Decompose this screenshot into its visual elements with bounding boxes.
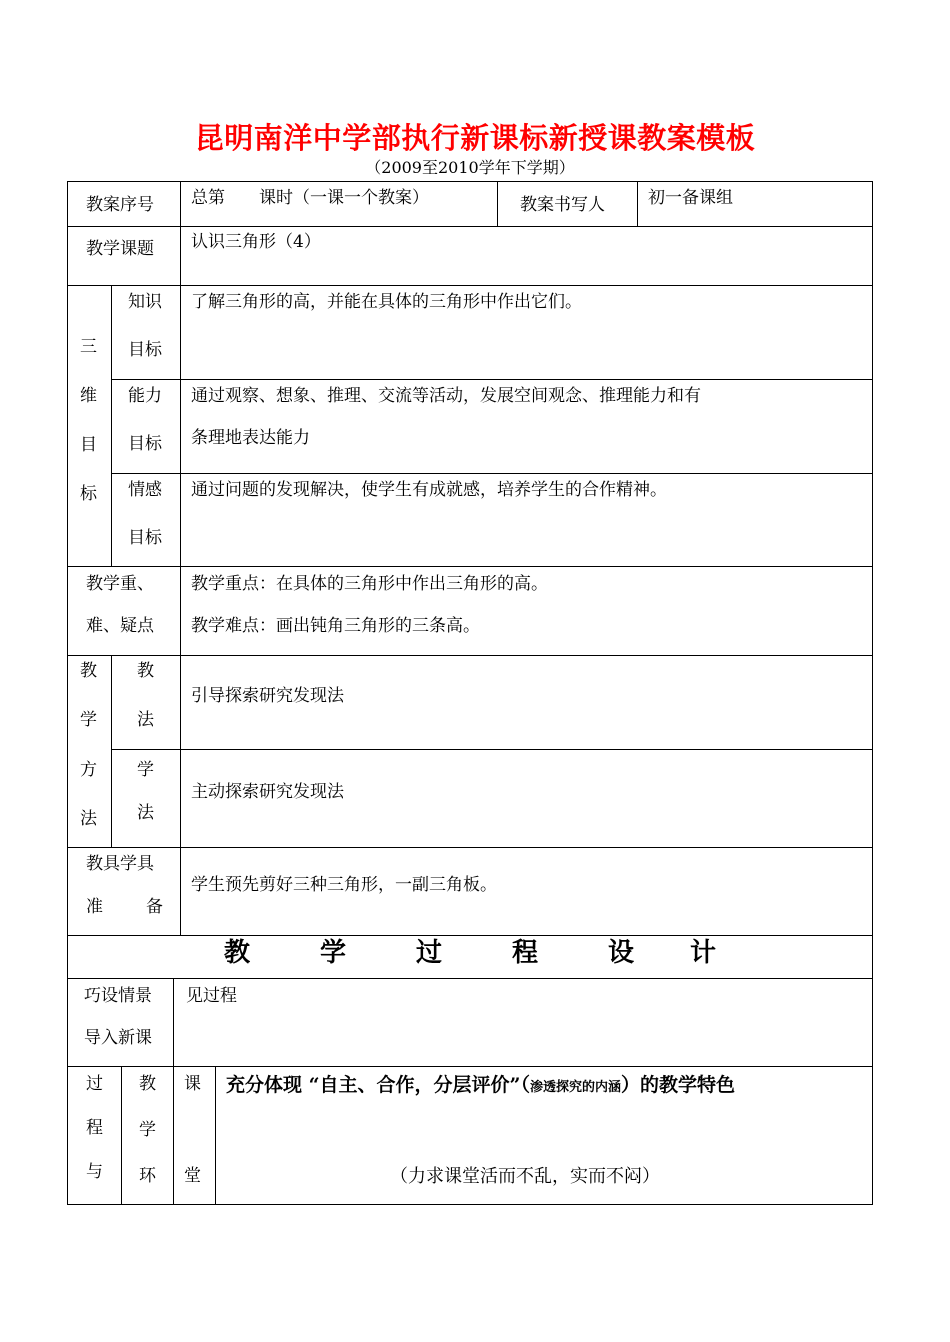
ability-label: 能力 [128,386,162,406]
process-heading [226,1074,735,1097]
process-col3-char: 课 [184,1074,201,1094]
key-focus-text: 教学重点：在具体的三角形中作出三角形的高。 [191,574,548,594]
writer-label: 教案书写人 [520,195,605,215]
methods-group-char: 方 [80,760,97,780]
process-col1-char: 程 [86,1118,103,1138]
emotion-label: 目标 [128,528,162,548]
process-col2-char: 教 [139,1074,156,1094]
document-title: 昆明南洋中学部执行新课标新授课教案模板 [194,121,756,155]
emotion-text: 通过问题的发现解决，使学生有成就感，培养学生的合作精神。 [191,480,667,500]
process-title-char: 程 [512,938,539,968]
process-title-char: 设 [608,938,635,968]
process-title-char: 计 [690,938,717,968]
methods-group-char: 学 [80,710,97,730]
process-col2-char: 环 [139,1166,156,1186]
teach-method-label: 教 [137,661,154,681]
process-col1-char: 过 [86,1074,103,1094]
writer-value: 初一备课组 [648,188,733,208]
seq-label: 教案序号 [86,195,154,215]
ability-label: 目标 [128,434,162,454]
goals-group-char: 标 [80,484,97,504]
process-col1-char: 与 [86,1162,103,1182]
intro-text: 见过程 [186,986,237,1006]
topic-label: 教学课题 [86,239,154,259]
process-col3-char: 堂 [184,1166,201,1186]
goals-group-char: 目 [80,435,97,455]
seq-value: 总第 课时（一课一个教案） [191,188,429,208]
teach-method-label: 法 [137,710,154,730]
intro-label: 巧设情景 [84,986,152,1006]
key-difficulty-text: 教学难点：画出钝角三角形的三条高。 [191,616,480,636]
ability-text: 通过观察、想象、推理、交流等活动，发展空间观念、推理能力和有 [191,386,701,406]
process-heading-part: 充分体现 “自主、合作，分层评价”（ [226,1074,530,1096]
emotion-label: 情感 [128,480,162,500]
tools-label: 准 [86,897,103,917]
process-heading-small: 渗透探究的内涵 [529,1080,621,1095]
process-note: （力求课堂活而不乱，实而不闷） [390,1166,660,1187]
process-col2-char: 学 [139,1120,156,1140]
knowledge-text: 了解三角形的高，并能在具体的三角形中作出它们。 [191,292,582,312]
process-heading-part: ）的教学特色 [621,1074,736,1096]
intro-label: 导入新课 [84,1028,152,1048]
ability-text: 条理地表达能力 [191,428,310,448]
topic-value: 认识三角形（4） [191,232,321,252]
teach-method-text: 引导探索研究发现法 [191,686,344,706]
tools-text: 学生预先剪好三种三角形，一副三角板。 [191,875,497,895]
tools-label: 备 [146,897,163,917]
process-title-char: 学 [320,938,347,968]
learn-method-label: 法 [137,803,154,823]
learn-method-label: 学 [137,760,154,780]
process-title-char: 教 [224,938,251,968]
knowledge-label: 目标 [128,340,162,360]
key-points-label: 难、疑点 [86,616,154,636]
goals-group-char: 维 [80,386,97,406]
methods-group-char: 教 [80,661,97,681]
document-subtitle: （2009至2010学年下学期） [365,158,575,177]
learn-method-text: 主动探索研究发现法 [191,782,344,802]
knowledge-label: 知识 [128,292,162,312]
process-title-char: 过 [416,938,443,968]
goals-group-char: 三 [80,337,97,357]
key-points-label: 教学重、 [86,574,154,594]
methods-group-char: 法 [80,809,97,829]
tools-label: 教具学具 [86,854,154,874]
